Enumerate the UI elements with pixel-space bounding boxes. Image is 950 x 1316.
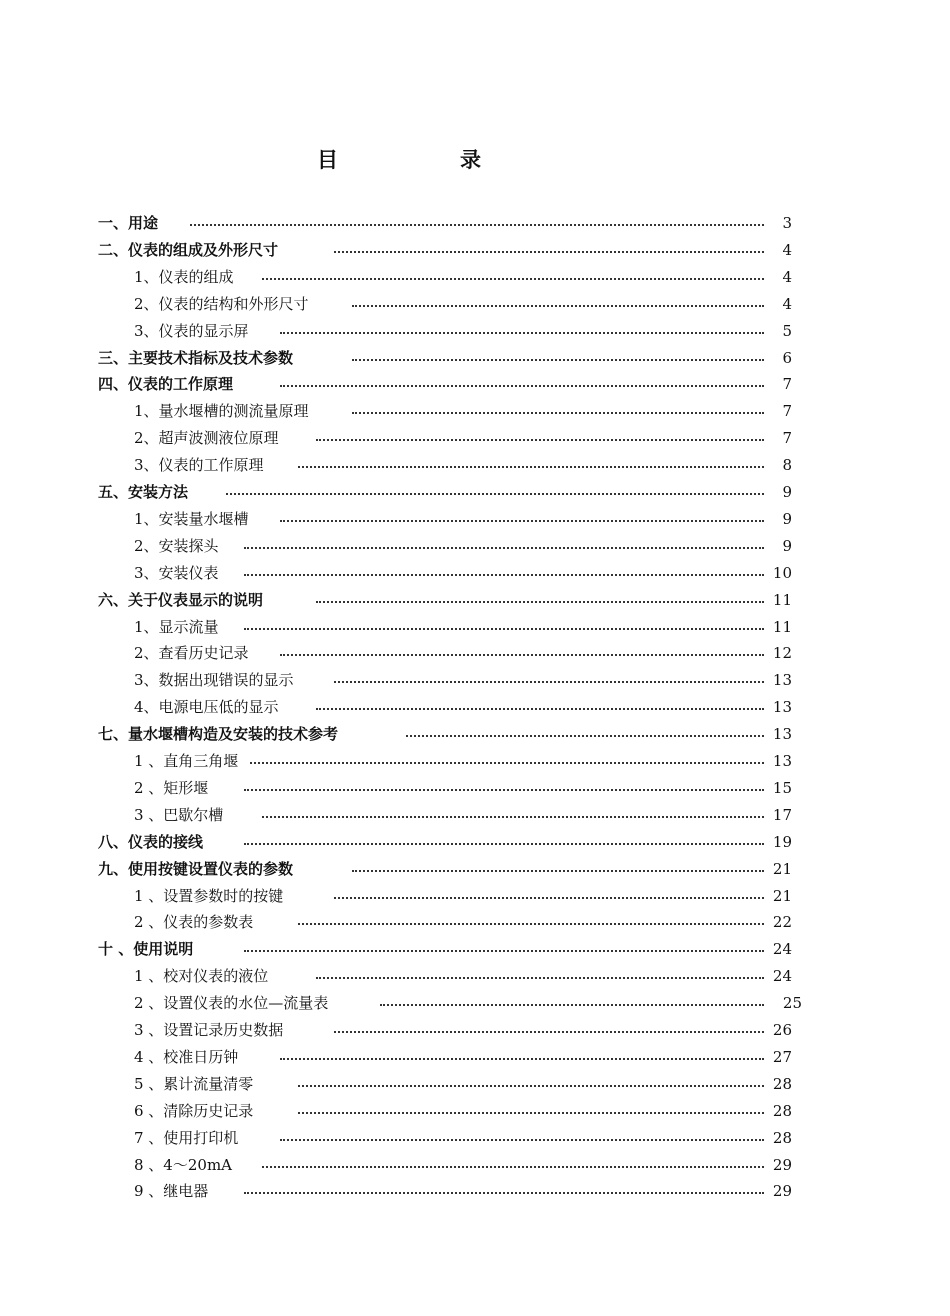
toc-leader-dots — [280, 1139, 764, 1141]
toc-leader-dots — [334, 897, 764, 899]
toc-leader-dots — [262, 816, 764, 818]
toc-entry-label: 3、安装仪表 — [134, 563, 219, 582]
toc-leader-dots — [280, 332, 764, 334]
toc-entry-label: 四、仪表的工作原理 — [98, 375, 234, 394]
toc-leader-dots — [334, 681, 764, 683]
toc-page-number: 12 — [772, 644, 792, 663]
toc-leader-dots — [406, 735, 764, 737]
toc-leader-dots — [250, 762, 764, 764]
toc-entry-label: 1 、设置参数时的按键 — [134, 886, 284, 905]
toc-leader-dots — [352, 870, 764, 872]
title-char-1: 目 — [317, 148, 338, 172]
toc-leader-dots — [244, 574, 764, 576]
toc-entry — [0, 1017, 950, 1043]
toc-page-number: 9 — [782, 509, 792, 528]
toc-page-number: 24 — [772, 940, 792, 959]
toc-page-number: 21 — [772, 859, 792, 878]
toc-leader-dots — [226, 493, 764, 495]
toc-page-number: 11 — [772, 617, 792, 636]
toc-leader-dots — [244, 628, 764, 630]
toc-leader-dots — [380, 1004, 764, 1006]
toc-entry-label: 3、仪表的显示屏 — [134, 321, 249, 340]
toc-entry-label: 十 、使用说明 — [98, 940, 194, 959]
toc-entry-label: 2 、设置仪表的水位—流量表 — [134, 994, 329, 1013]
toc-page-number: 9 — [782, 483, 792, 501]
toc-entry — [0, 291, 950, 317]
toc-leader-dots — [244, 1192, 764, 1194]
toc-entry — [0, 1125, 950, 1151]
toc-page-number: 7 — [782, 402, 792, 421]
toc-entry-label: 2 、仪表的参数表 — [134, 913, 254, 932]
toc-page-number: 4 — [782, 294, 792, 313]
toc-entry — [0, 990, 950, 1016]
toc-leader-dots — [316, 439, 764, 441]
toc-leader-dots — [262, 1166, 764, 1168]
toc-entry — [0, 1098, 950, 1124]
toc-page-number: 4 — [782, 240, 792, 259]
toc-entry — [0, 560, 950, 586]
toc-entry-label: 6 、清除历史记录 — [134, 1101, 254, 1120]
toc-entry-label: 4、电源电压低的显示 — [134, 698, 279, 717]
toc-leader-dots — [262, 278, 764, 280]
toc-page-number: 11 — [772, 590, 792, 609]
toc-page-number: 13 — [772, 752, 792, 770]
toc-page-number: 22 — [772, 913, 792, 932]
toc-leader-dots — [316, 977, 764, 979]
toc-entry-label: 1、量水堰槽的测流量原理 — [134, 402, 309, 421]
toc-entry-label: 一、用途 — [98, 214, 159, 232]
toc-leader-dots — [352, 412, 764, 414]
toc-page-number: 7 — [782, 375, 792, 394]
toc-page-number: 13 — [772, 671, 792, 690]
toc-page-number: 27 — [772, 1047, 792, 1066]
toc-page-number: 25 — [782, 994, 802, 1013]
toc-page-number: 4 — [782, 267, 792, 286]
toc-entry — [0, 883, 950, 909]
toc-leader-dots — [280, 385, 764, 387]
toc-entry-label: 3、数据出现错误的显示 — [134, 671, 294, 690]
toc-entry-label: 五、安装方法 — [98, 483, 189, 501]
toc-entry — [0, 452, 950, 478]
toc-entry — [0, 237, 950, 263]
toc-page-number: 3 — [782, 214, 792, 232]
toc-entry — [0, 829, 950, 855]
toc-entry-label: 1 、校对仪表的液位 — [134, 967, 269, 986]
toc-entry — [0, 694, 950, 720]
toc-entry-label: 九、使用按键设置仪表的参数 — [98, 859, 294, 878]
toc-entry-label: 9 、继电器 — [134, 1182, 209, 1201]
toc-entry — [0, 667, 950, 693]
toc-entry-label: 三、主要技术指标及技术参数 — [98, 348, 294, 367]
toc-leader-dots — [316, 708, 764, 710]
toc-entry — [0, 587, 950, 613]
toc-entry — [0, 210, 950, 236]
toc-leader-dots — [280, 520, 764, 522]
toc-entry-label: 1、显示流量 — [134, 617, 219, 636]
toc-entry-label: 八、仪表的接线 — [98, 832, 204, 851]
toc-page-number: 28 — [772, 1074, 792, 1093]
toc-entry — [0, 775, 950, 801]
toc-entry — [0, 936, 950, 962]
toc-leader-dots — [334, 1031, 764, 1033]
toc-entry — [0, 506, 950, 532]
toc-entry-label: 2、仪表的结构和外形尺寸 — [134, 294, 309, 313]
toc-entry — [0, 264, 950, 290]
toc-entry — [0, 721, 950, 747]
toc-leader-dots — [352, 305, 764, 307]
toc-entry — [0, 398, 950, 424]
toc-entry — [0, 425, 950, 451]
toc-leader-dots — [280, 1058, 764, 1060]
toc-entry — [0, 748, 950, 774]
toc-page-number: 10 — [772, 563, 792, 582]
toc-entry — [0, 533, 950, 559]
toc-entry — [0, 371, 950, 397]
toc-page-number: 9 — [782, 536, 792, 555]
toc-page-number: 17 — [772, 805, 792, 824]
toc-page-number: 13 — [772, 698, 792, 717]
toc-entry — [0, 318, 950, 344]
toc-entry — [0, 856, 950, 882]
toc-leader-dots — [298, 466, 764, 468]
toc-entry-label: 7 、使用打印机 — [134, 1128, 239, 1147]
toc-leader-dots — [298, 1112, 764, 1114]
toc-leader-dots — [280, 654, 764, 656]
toc-entry-label: 2 、矩形堰 — [134, 778, 209, 797]
toc-page-number: 13 — [772, 725, 792, 744]
toc-entry — [0, 1178, 950, 1204]
toc-entry-label: 1、仪表的组成 — [134, 267, 234, 286]
toc-leader-dots — [298, 1085, 764, 1087]
toc-leader-dots — [244, 950, 764, 952]
toc-entry — [0, 909, 950, 935]
toc-page-number: 8 — [782, 456, 792, 475]
toc-leader-dots — [352, 359, 764, 361]
toc-page-number: 28 — [772, 1128, 792, 1147]
title-char-2: 录 — [460, 148, 481, 172]
toc-page-number: 24 — [772, 967, 792, 986]
toc-page-number: 15 — [772, 778, 792, 797]
toc-leader-dots — [244, 843, 764, 845]
toc-entry-label: 3 、设置记录历史数据 — [134, 1021, 284, 1039]
toc-page-number: 28 — [772, 1101, 792, 1120]
toc-page-number: 7 — [782, 429, 792, 448]
toc-page-number: 6 — [782, 348, 792, 367]
toc-page-number: 19 — [772, 832, 792, 851]
toc-leader-dots — [244, 789, 764, 791]
toc-entry — [0, 1044, 950, 1070]
toc-entry-label: 1 、直角三角堰 — [134, 752, 239, 770]
toc-leader-dots — [316, 601, 764, 603]
toc-entry-label: 1、安装量水堰槽 — [134, 509, 249, 528]
toc-page-number: 5 — [782, 321, 792, 340]
toc-page-number: 29 — [772, 1182, 792, 1201]
toc-entry-label: 5 、累计流量清零 — [134, 1074, 254, 1093]
toc-entry — [0, 963, 950, 989]
toc-page-number: 29 — [772, 1155, 792, 1174]
toc-page-number: 26 — [772, 1021, 792, 1039]
toc-leader-dots — [298, 923, 764, 925]
toc-entry-label: 六、关于仪表显示的说明 — [98, 590, 264, 609]
toc-entry-label: 3、仪表的工作原理 — [134, 456, 264, 475]
toc-page-number: 21 — [772, 886, 792, 905]
toc-leader-dots — [244, 547, 764, 549]
toc-leader-dots — [190, 224, 764, 226]
toc-entry — [0, 345, 950, 371]
toc-entry-label: 4 、校准日历钟 — [134, 1047, 239, 1066]
toc-entry — [0, 640, 950, 666]
toc-title — [0, 144, 950, 174]
toc-entry — [0, 802, 950, 828]
toc-entry — [0, 1071, 950, 1097]
toc-entry-label: 二、仪表的组成及外形尺寸 — [98, 240, 279, 259]
toc-entry-label: 七、量水堰槽构造及安装的技术参考 — [98, 725, 339, 744]
toc-entry — [0, 479, 950, 505]
toc-entry-label: 8 、4～20mA — [134, 1155, 232, 1174]
toc-entry-label: 2、查看历史记录 — [134, 644, 249, 663]
toc-entry-label: 3 、巴歇尔槽 — [134, 805, 224, 824]
toc-entry-label: 2、安装探头 — [134, 536, 219, 555]
toc-leader-dots — [334, 251, 764, 253]
toc-entry-label: 2、超声波测液位原理 — [134, 429, 279, 448]
toc-entry — [0, 1152, 950, 1178]
toc-entry — [0, 614, 950, 640]
